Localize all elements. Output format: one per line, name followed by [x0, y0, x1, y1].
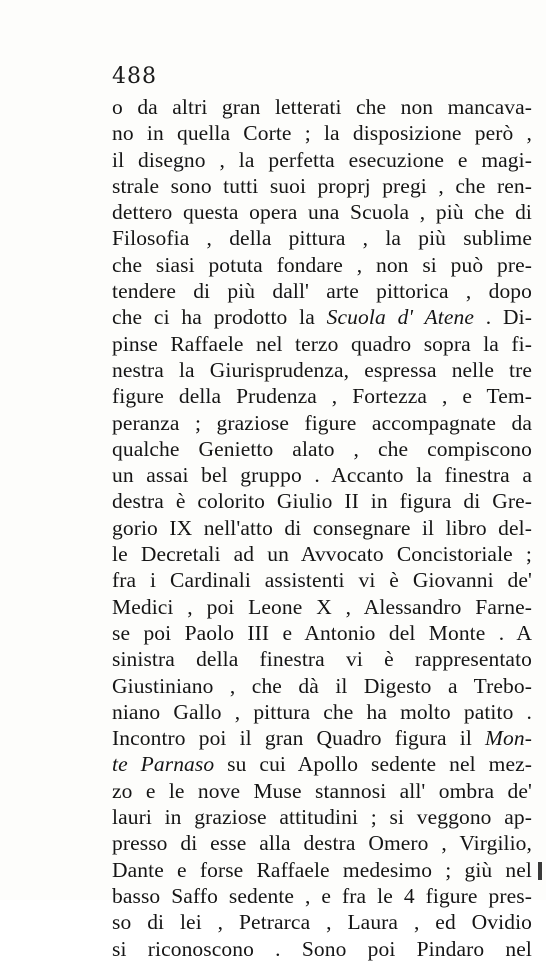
text-line: [112, 199, 532, 225]
text-line: [112, 410, 532, 436]
text-line: [112, 147, 532, 173]
text-line-roman: basso Saffo sedente , e fra le 4 figure pres-: [112, 883, 532, 908]
text-line: [112, 304, 532, 330]
text-line-roman: no in quella Corte ; la disposizione però ,: [112, 121, 532, 146]
text-line: [112, 436, 532, 462]
text-line-roman: lauri in graziose attitudini ; si veggono ap-: [112, 805, 532, 830]
text-line-roman: pinse Raffaele nel terzo quadro sopra la fi-: [112, 331, 532, 356]
page-edge-mark: [538, 862, 542, 880]
text-line: [112, 830, 532, 856]
text-line-roman: che siasi potuta fondare , non si può pre-: [112, 252, 532, 277]
text-line-roman: un assai bel gruppo . Accanto la finestra a: [112, 463, 532, 488]
text-line-italic: Mon-: [485, 726, 532, 751]
text-line-italic: te Parnaso: [112, 752, 215, 777]
text-line-roman: sinistra della finestra vi è rappresentato: [112, 647, 532, 672]
text-line: [112, 331, 532, 357]
text-line-roman: Incontro poi il gran Quadro figura il: [112, 726, 486, 751]
text-line-roman: Medici , poi Leone X , Alessandro Farne-: [112, 594, 532, 619]
text-line-roman: nestra la Giurisprudenza, espressa nelle tre: [112, 357, 532, 382]
text-line: [112, 936, 532, 962]
text-line-italic: Scuola d' Atene: [326, 305, 474, 330]
text-line-roman: strale sono tutti suoi proprj pregi , che ren-: [112, 173, 532, 198]
text-line: [112, 462, 532, 488]
text-line-roman: gorio IX nell'atto di consegnare il libro del-: [112, 515, 532, 540]
text-line-roman: il disegno , la perfetta esecuzione e magi-: [112, 147, 532, 172]
text-line: [112, 278, 532, 304]
text-line: [112, 515, 532, 541]
text-line: [112, 252, 532, 278]
text-line-roman: Dante e forse Raffaele medesimo ; giù nel: [112, 857, 532, 882]
text-line-roman: presso di esse alla destra Omero , Virgilio,: [112, 831, 532, 856]
text-line: [112, 120, 532, 146]
text-line: [112, 751, 532, 777]
text-line: [112, 488, 532, 514]
text-line-roman-after: su cui Apollo sedente nel mez-: [214, 752, 532, 777]
text-line: [112, 567, 532, 593]
text-line: [112, 357, 532, 383]
text-line-roman: qualche Genietto alato , che compiscono: [112, 436, 532, 461]
text-line-roman: figure della Prudenza , Fortezza , e Tem-: [112, 384, 532, 409]
text-line-roman: che ci ha prodotto la: [112, 305, 327, 330]
text-line-roman: o da altri gran letterati che non mancava-: [112, 95, 532, 119]
text-line: [112, 594, 532, 620]
text-line-roman-after: . Di-: [473, 305, 533, 330]
text-line: [112, 673, 532, 699]
text-line: [112, 857, 532, 883]
text-line: [112, 225, 532, 251]
text-line: [112, 725, 532, 751]
text-line-roman: Filosofia , della pittura , la più sublime: [112, 226, 532, 251]
text-line: [112, 94, 532, 120]
text-line-roman: peranza ; graziose figure accompagnate da: [112, 410, 532, 435]
text-line: [112, 883, 532, 909]
text-line-roman: dettero questa opera una Scuola , più che di: [112, 200, 532, 225]
text-line: [112, 804, 532, 830]
text-line-roman: se poi Paolo III e Antonio del Monte . A: [112, 620, 532, 645]
text-line-roman: destra è colorito Giulio II in figura di Gre-: [112, 489, 532, 514]
text-line-roman: Giustiniano , che dà il Digesto a Trebo-: [112, 673, 532, 698]
page-number: 488: [112, 64, 157, 89]
text-line: [112, 620, 532, 646]
text-line: [112, 699, 532, 725]
text-line-roman: fra i Cardinali assistenti vi è Giovanni de': [112, 568, 532, 593]
text-line-roman: niano Gallo , pittura che ha molto patito .: [112, 699, 532, 724]
text-line-roman: le Decretali ad un Avvocato Concistoriale ;: [112, 542, 532, 567]
text-line-roman: tendere di più dall' arte pittorica , dopo: [112, 279, 532, 304]
text-line-roman: si riconoscono . Sono poi Pindaro nel: [112, 936, 532, 961]
text-line: [112, 778, 532, 804]
body-text: [112, 94, 532, 962]
text-line: [112, 383, 532, 409]
text-line: [112, 173, 532, 199]
text-line: [112, 646, 532, 672]
text-line: [112, 909, 532, 935]
text-line-roman: zo e le nove Muse stannosi all' ombra de': [112, 778, 532, 803]
text-line: [112, 541, 532, 567]
text-line-roman: so di lei , Petrarca , Laura , ed Ovidio: [112, 910, 532, 935]
